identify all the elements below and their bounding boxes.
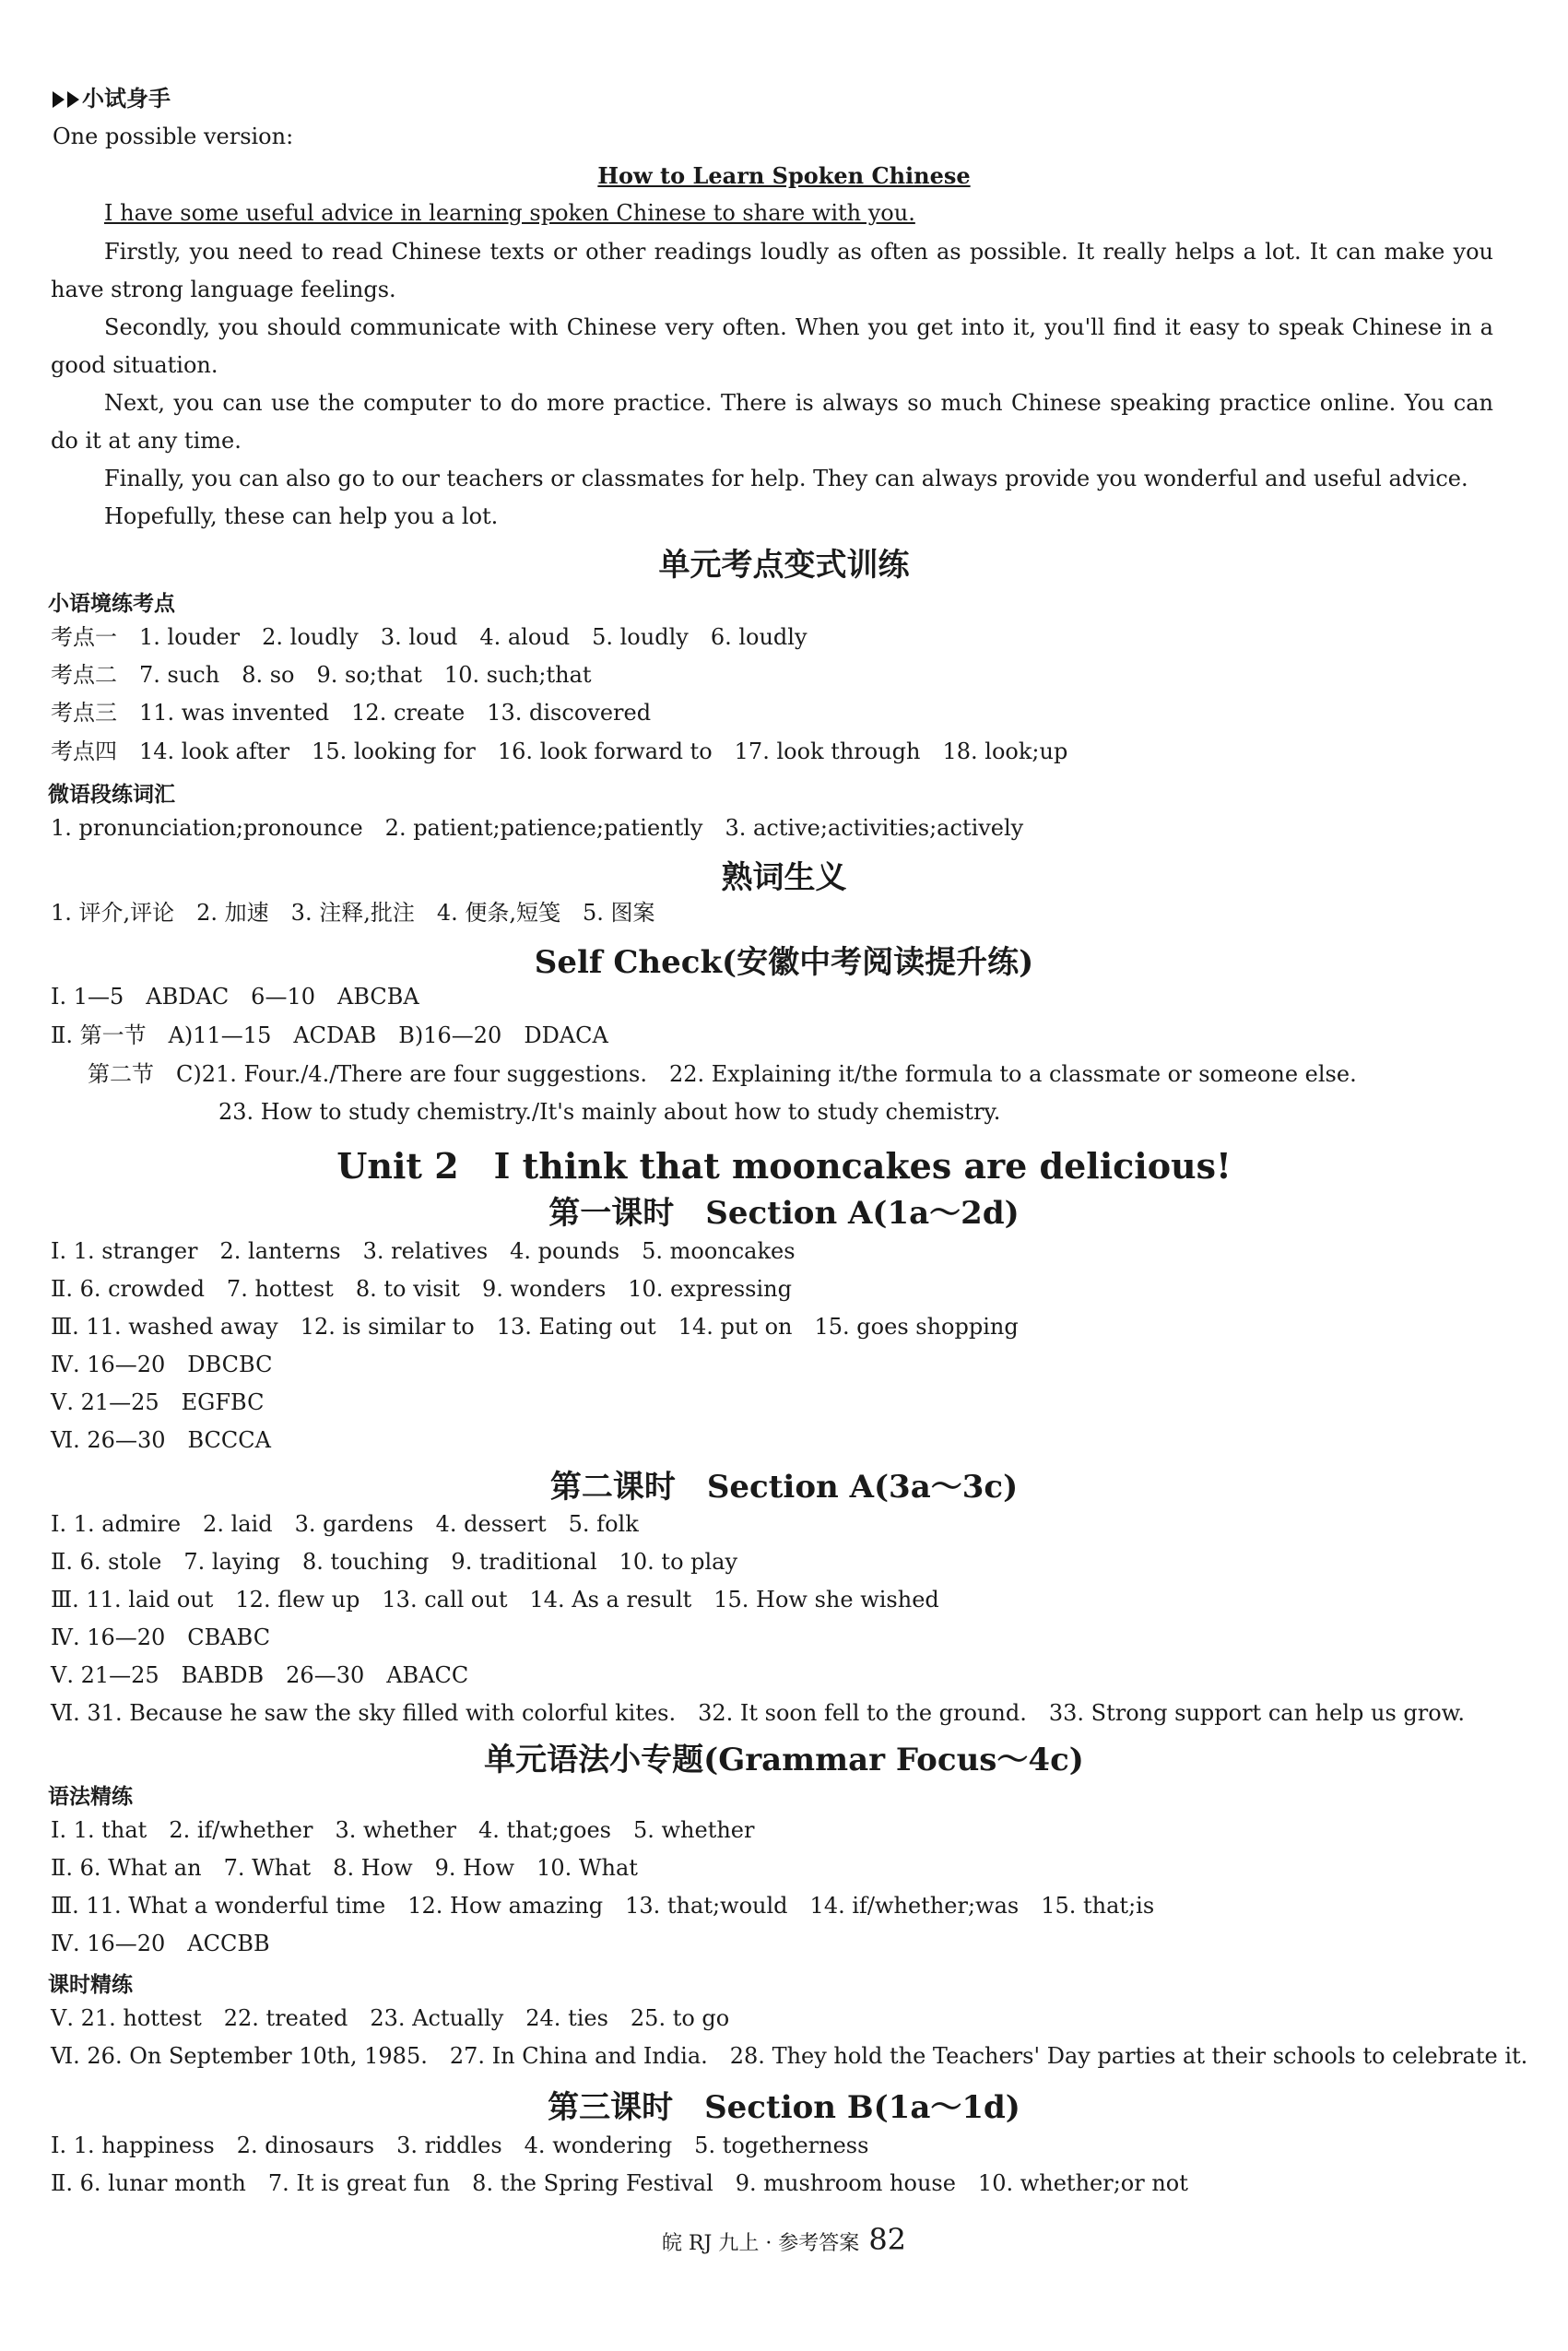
arrow-icon: [53, 91, 65, 108]
answer-line: Ⅵ. 26. On September 10th, 1985. 27. In China and India. 28. They hold the Teachers' Day parties at their schools to celebrate it.: [51, 2043, 1528, 2069]
answer-line: 考点二 7. such 8. so 9. so;that 10. such;that: [51, 662, 592, 688]
answer-line: 考点四 14. look after 15. looking for 16. look forward to 17. look through 18. look;up: [51, 738, 1068, 764]
footer-label: 皖 RJ 九上 · 参考答案: [661, 2232, 860, 2255]
section-title-unit-test: 单元考点变式训练: [658, 547, 910, 584]
arrow-icon: [67, 91, 79, 108]
subheading: 小语境练考点: [48, 592, 175, 616]
answer-line: Ⅱ. 6. stole 7. laying 8. touching 9. traditional 10. to play: [51, 1549, 738, 1575]
essay-paragraph-3: Next, you can use the computer to do more practice. There is always so much Chinese speaking practice online. You can do it at any time.: [51, 390, 1493, 454]
subheading: 语法精练: [48, 1785, 133, 1809]
answer-line: Ⅳ. 16—20 DBCBC: [51, 1352, 273, 1377]
page-number: 82: [868, 2222, 907, 2257]
answer-line: Ⅲ. 11. laid out 12. flew up 13. call out 14. As a result 15. How she wished: [51, 1587, 939, 1613]
section-title-lesson-2: 第二课时 Section A(3a～3c): [549, 1469, 1019, 1506]
answer-line: Ⅴ. 21. hottest 22. treated 23. Actually 24. ties 25. to go: [51, 2005, 730, 2031]
section-title-lesson-3: 第三课时 Section B(1a～1d): [548, 2089, 1020, 2126]
essay-paragraph-5: Hopefully, these can help you a lot.: [104, 503, 499, 529]
section-title-self-check: Self Check(安徽中考阅读提升练): [534, 944, 1034, 981]
essay-paragraph-4: Finally, you can also go to our teachers or classmates for help. They can always provide you wonderful and useful advice.: [104, 466, 1468, 491]
essay-intro: I have some useful advice in learning spoken Chinese to share with you.: [104, 200, 915, 226]
answer-line: Ⅳ. 16—20 CBABC: [51, 1624, 271, 1650]
answer-line: 第二节 C)21. Four./4./There are four suggestions. 22. Explaining it/the formula to a classmate or someone else.: [88, 1061, 1357, 1087]
answer-line: Ⅰ. 1. stranger 2. lanterns 3. relatives 4. pounds 5. mooncakes: [51, 1238, 796, 1264]
version-label: One possible version:: [53, 124, 294, 149]
answer-line: Ⅲ. 11. washed away 12. is similar to 13. Eating out 14. put on 15. goes shopping: [51, 1314, 1019, 1340]
subheading: 课时精练: [48, 1973, 133, 1997]
section-title-lesson-1: 第一课时 Section A(1a～2d): [548, 1195, 1020, 1232]
answer-line: Ⅵ. 31. Because he saw the sky filled with colorful kites. 32. It soon fell to the ground. 33. Strong support can help us grow.: [51, 1700, 1465, 1726]
practice-header: 小试身手: [53, 85, 171, 112]
answer-line: Ⅰ. 1. that 2. if/whether 3. whether 4. that;goes 5. whether: [51, 1817, 755, 1843]
answer-line: Ⅵ. 26—30 BCCCA: [51, 1427, 271, 1453]
answer-line: 考点三 11. was invented 12. create 13. discovered: [51, 700, 652, 726]
answer-line: Ⅲ. 11. What a wonderful time 12. How amazing 13. that;would 14. if/whether;was 15. that;is: [51, 1893, 1155, 1919]
answer-line: Ⅱ. 6. What an 7. What 8. How 9. How 10. What: [51, 1855, 638, 1881]
answer-line: Ⅴ. 21—25 EGFBC: [51, 1389, 265, 1415]
essay-title: How to Learn Spoken Chinese: [597, 162, 971, 189]
answer-line: 23. How to study chemistry./It's mainly about how to study chemistry.: [218, 1099, 1001, 1125]
page-footer: [0, 2222, 1568, 2257]
subheading: 微语段练词汇: [48, 783, 175, 807]
answer-line: Ⅰ. 1. admire 2. laid 3. gardens 4. dessert 5. folk: [51, 1511, 639, 1537]
answer-line: Ⅱ. 第一节 A)11—15 ACDAB B)16—20 DDACA: [51, 1022, 608, 1048]
answer-line: Ⅱ. 6. crowded 7. hottest 8. to visit 9. wonders 10. expressing: [51, 1276, 792, 1302]
unit-title: Unit 2 I think that mooncakes are delicious!: [336, 1145, 1232, 1187]
answer-line: Ⅰ. 1—5 ABDAC 6—10 ABCBA: [51, 984, 419, 1010]
section-title-grammar: 单元语法小专题(Grammar Focus～4c): [484, 1742, 1084, 1778]
answer-line: 1. 评介,评论 2. 加速 3. 注释,批注 4. 便条,短笺 5. 图案: [51, 900, 655, 926]
answer-line: Ⅱ. 6. lunar month 7. It is great fun 8. the Spring Festival 9. mushroom house 10. whether;or not: [51, 2170, 1188, 2196]
essay-paragraph-2: Secondly, you should communicate with Chinese very often. When you get into it, you'll find it easy to speak Chinese in a good situation.: [51, 314, 1493, 378]
essay-paragraph-1: Firstly, you need to read Chinese texts or other readings loudly as often as possible. It really helps a lot. It can make you have strong language feelings.: [51, 239, 1493, 302]
answer-line: Ⅴ. 21—25 BABDB 26—30 ABACC: [51, 1662, 469, 1688]
answer-line: 考点一 1. louder 2. loudly 3. loud 4. aloud 5. loudly 6. loudly: [51, 624, 808, 650]
answer-line: Ⅳ. 16—20 ACCBB: [51, 1931, 270, 1956]
section-title-familiar-words: 熟词生义: [721, 859, 847, 896]
answer-line: Ⅰ. 1. happiness 2. dinosaurs 3. riddles 4. wondering 5. togetherness: [51, 2132, 869, 2158]
answer-line: 1. pronunciation;pronounce 2. patient;patience;patiently 3. active;activities;actively: [51, 815, 1024, 841]
